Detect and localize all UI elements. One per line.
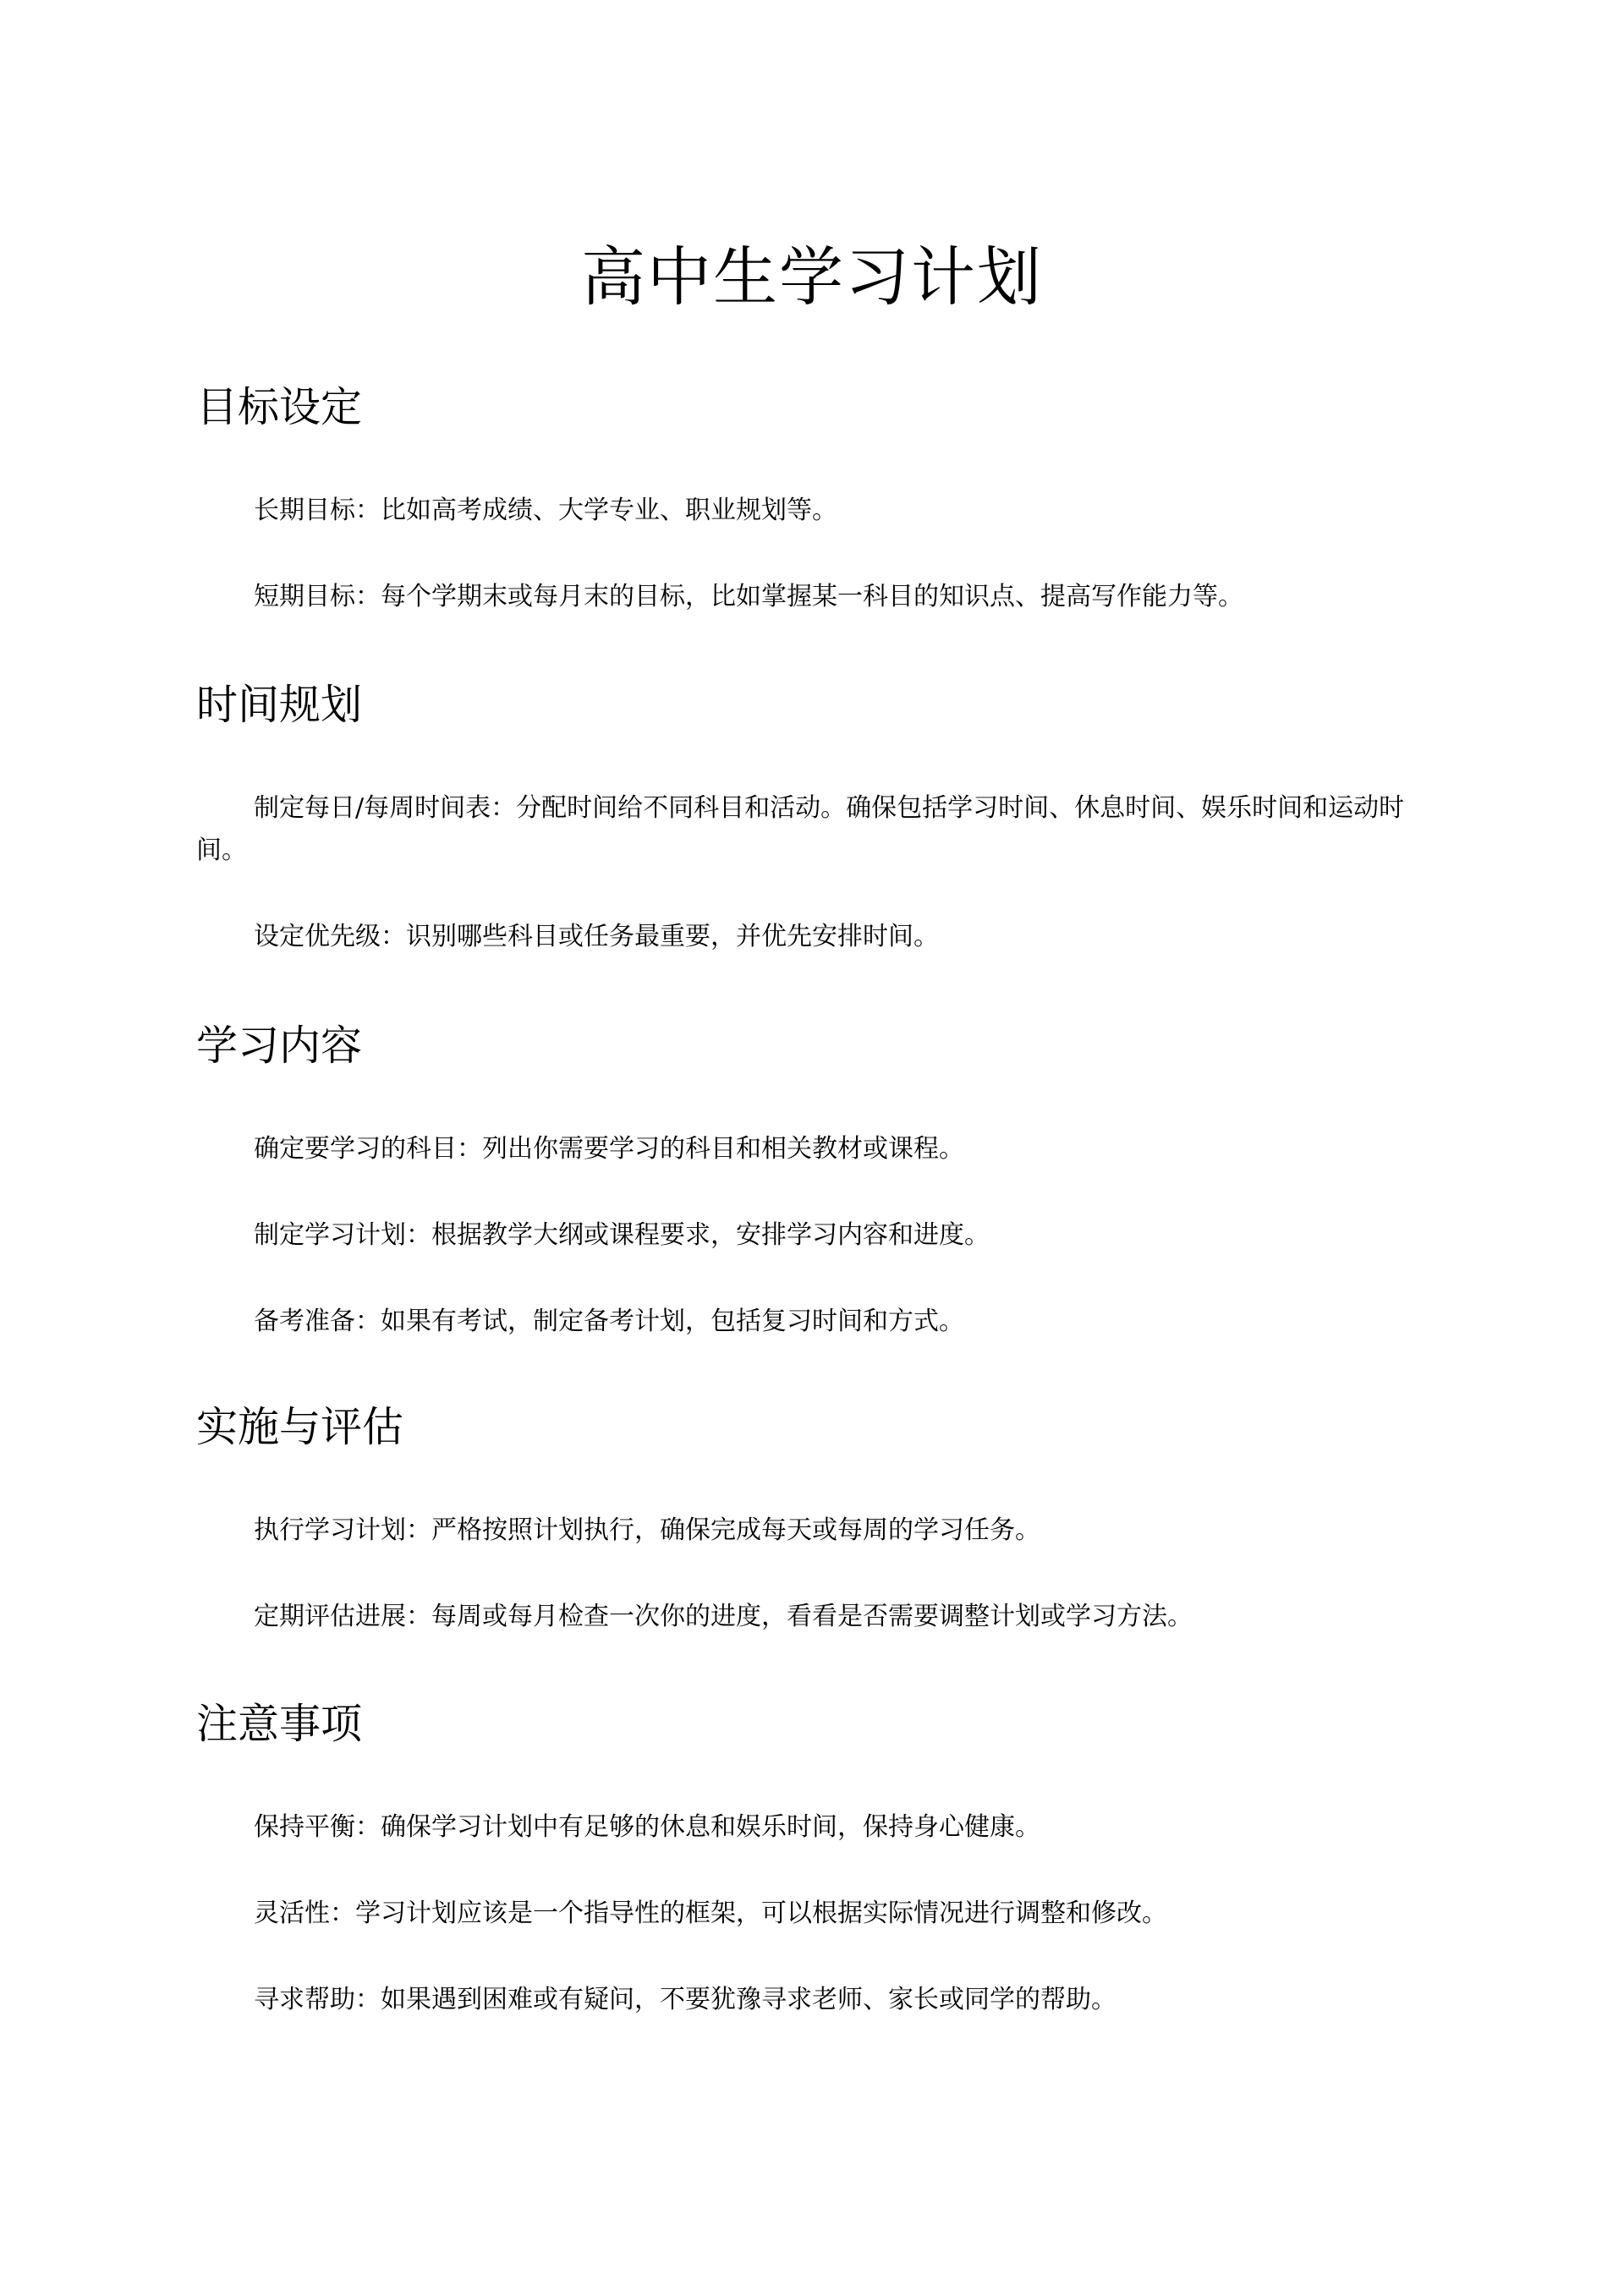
- paragraph-priority: 设定优先级：识别哪些科目或任务最重要，并优先安排时间。: [254, 922, 939, 951]
- section-body: [196, 1128, 1431, 1343]
- section-body: [196, 1806, 1431, 2021]
- paragraph-execute-plan: 执行学习计划：严格按照计划执行，确保完成每天或每周的学习任务。: [254, 1515, 1040, 1545]
- paragraph-study-plan: 制定学习计划：根据教学大纲或课程要求，安排学习内容和进度。: [254, 1220, 990, 1250]
- section-heading: 学习内容: [196, 1022, 363, 1070]
- section-implementation-evaluation: [196, 1400, 1431, 1638]
- paragraph-subjects: 确定要学习的科目：列出你需要学习的科目和相关教材或课程。: [254, 1134, 964, 1164]
- paragraph-balance: 保持平衡：确保学习计划中有足够的休息和娱乐时间，保持身心健康。: [254, 1812, 1040, 1842]
- section-heading: 目标设定: [196, 383, 363, 431]
- section-heading: 时间规划: [196, 681, 363, 729]
- paragraph-seek-help: 寻求帮助：如果遇到困难或有疑问，不要犹豫寻求老师、家长或同学的帮助。: [254, 1985, 1116, 2014]
- section-body: [196, 787, 1431, 958]
- section-time-planning: [196, 677, 1431, 958]
- paragraph-evaluate-progress: 定期评估进展：每周或每月检查一次你的进度，看看是否需要调整计划或学习方法。: [254, 1602, 1193, 1631]
- section-heading: 注意事项: [196, 1700, 363, 1748]
- paragraph-exam-prep: 备考准备：如果有考试，制定备考计划，包括复习时间和方式。: [254, 1307, 964, 1336]
- paragraph-long-term-goal: 长期目标：比如高考成绩、大学专业、职业规划等。: [254, 496, 837, 525]
- section-heading: 实施与评估: [196, 1403, 404, 1451]
- paragraph-schedule: 制定每日/每周时间表：分配时间给不同科目和活动。确保包括学习时间、休息时间、娱乐时间和运动时间。: [196, 793, 1405, 865]
- paragraph-flexibility: 灵活性：学习计划应该是一个指导性的框架，可以根据实际情况进行调整和修改。: [254, 1899, 1167, 1928]
- document-title: 高中生学习计划: [581, 239, 1043, 315]
- section-notes: [196, 1696, 1431, 2021]
- paragraph-short-term-goal: 短期目标：每个学期末或每月末的目标，比如掌握某一科目的知识点、提高写作能力等。: [254, 582, 1243, 611]
- section-study-content: [196, 1018, 1431, 1343]
- section-goal-setting: [196, 380, 1431, 618]
- section-body: [196, 1510, 1431, 1638]
- section-body: [196, 490, 1431, 618]
